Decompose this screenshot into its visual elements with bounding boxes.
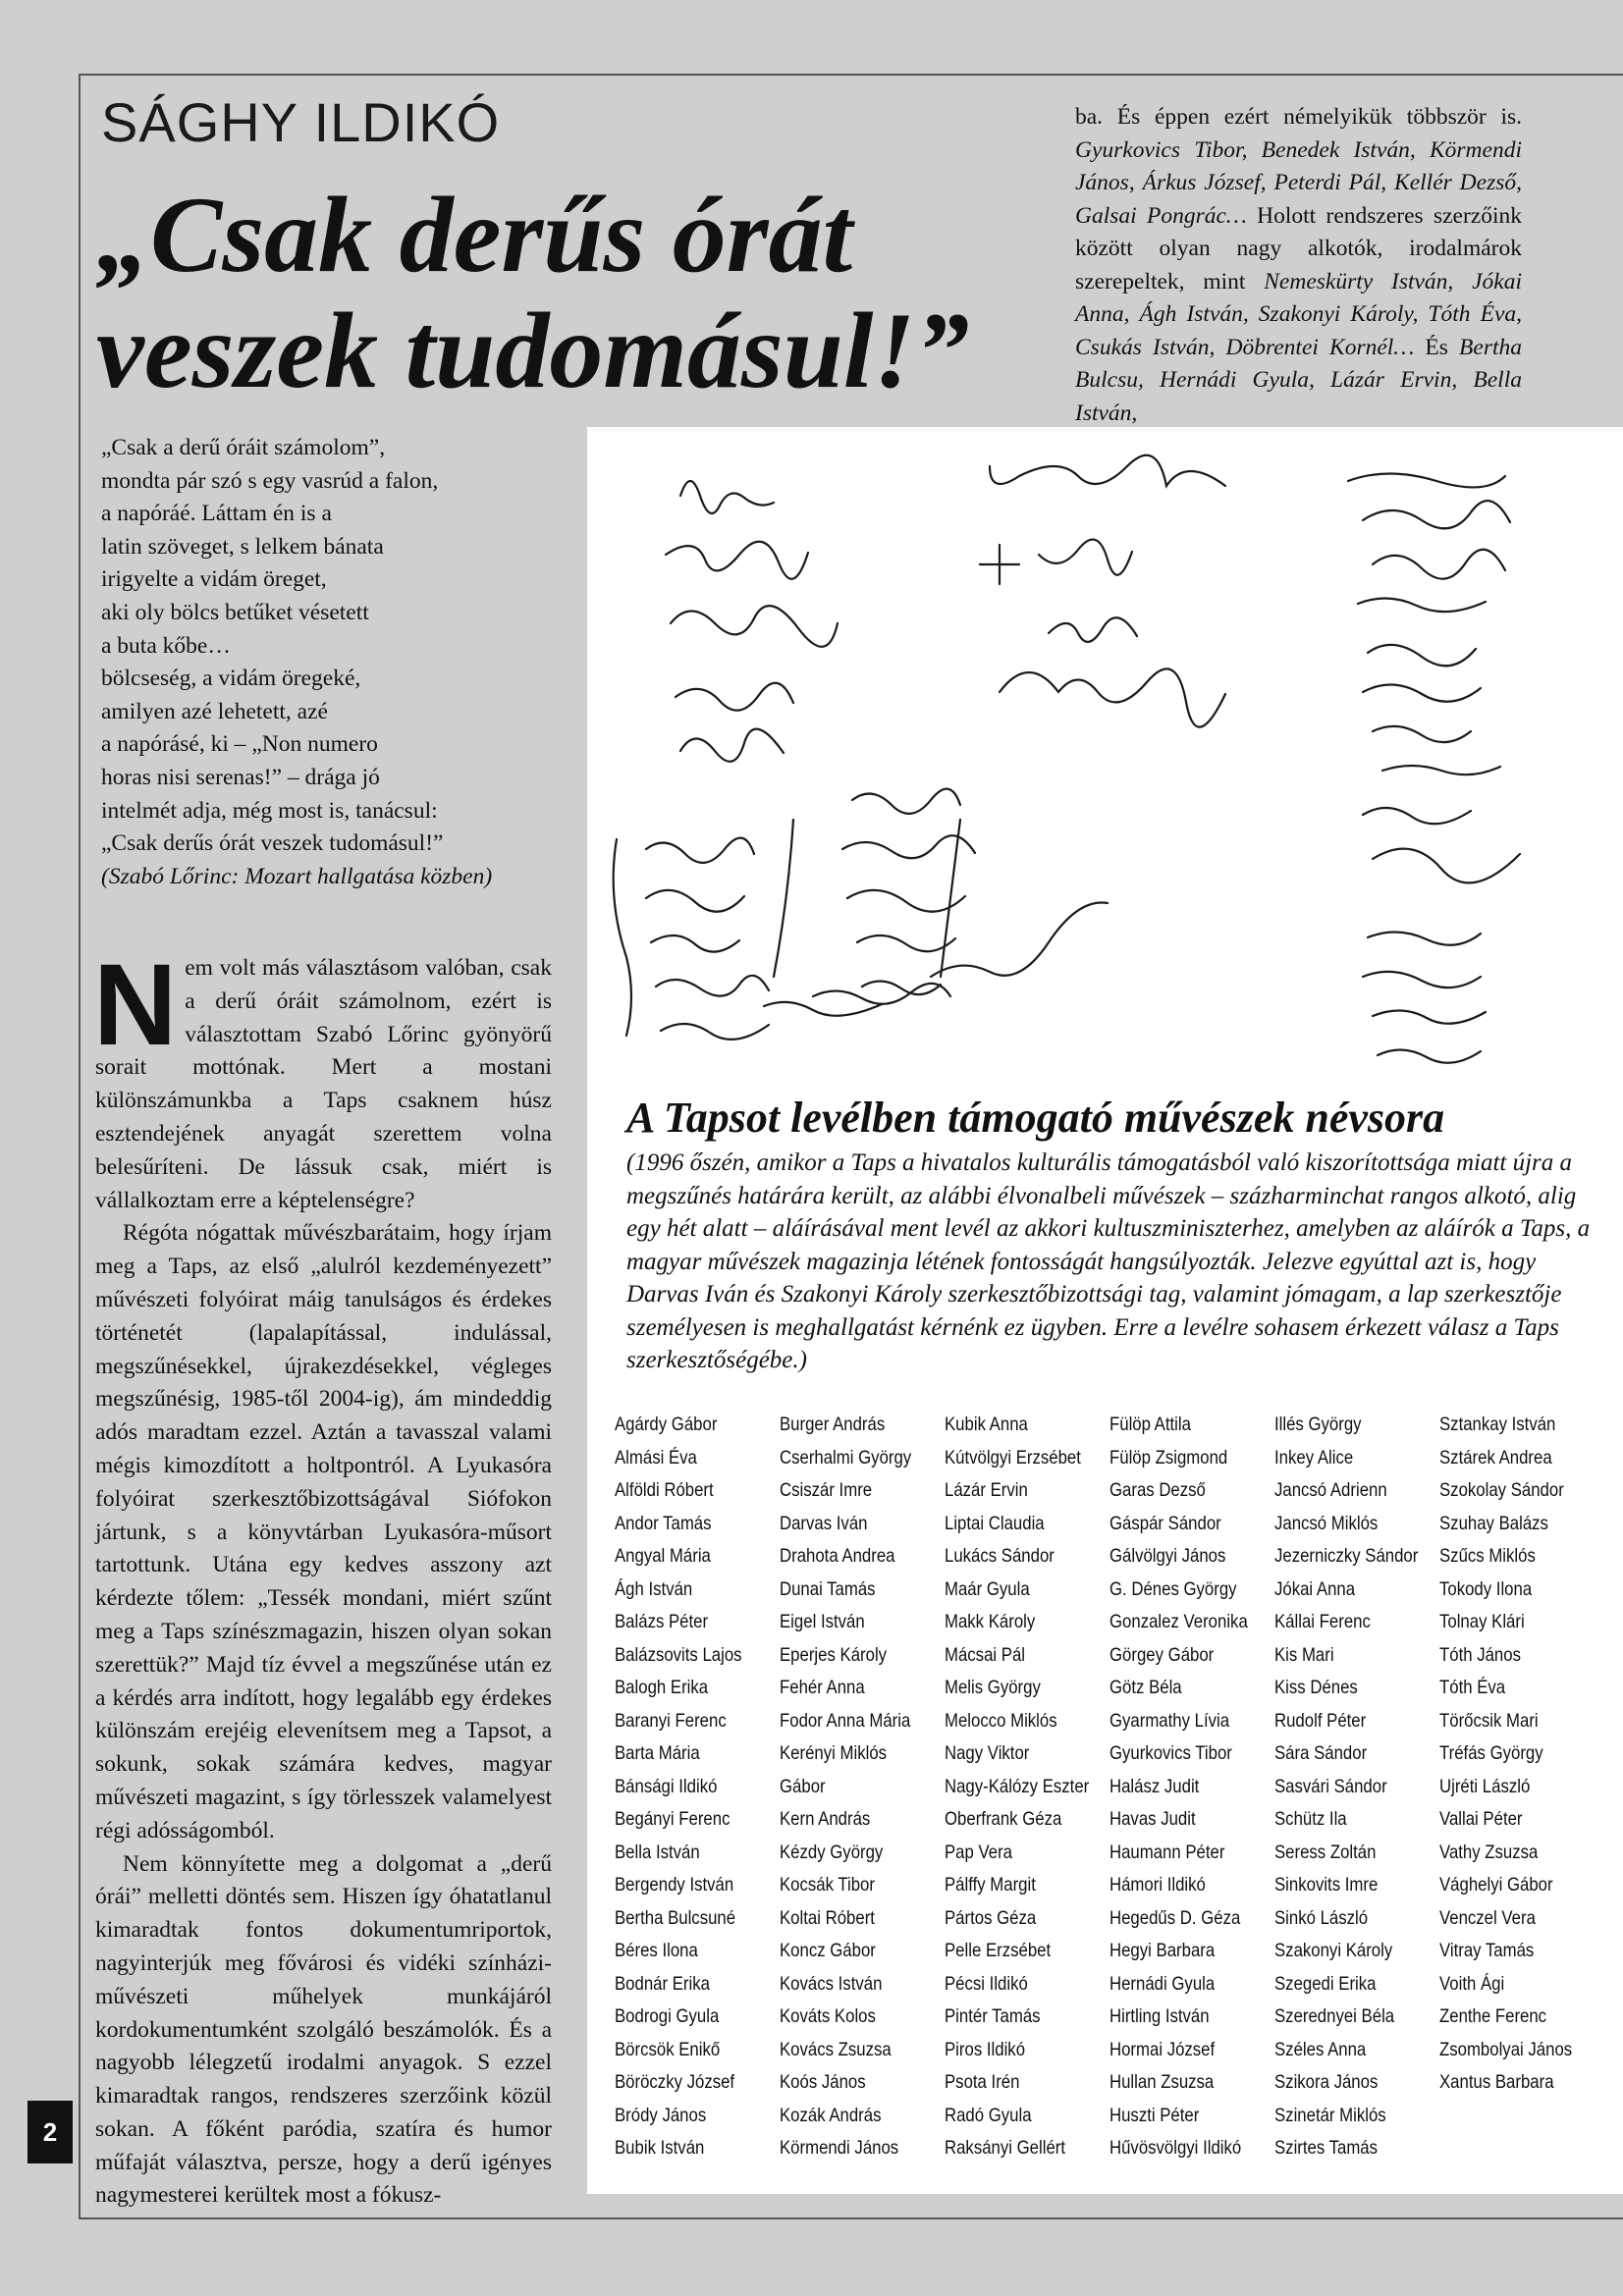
supporter-name: Ágh István xyxy=(615,1577,693,1600)
supporter-name: Tóth Éva xyxy=(1439,1677,1506,1698)
supporter-name: Alföldi Róbert xyxy=(615,1479,714,1501)
supporter-name: Makk Károly xyxy=(945,1611,1036,1632)
paragraph-2: Régóta nógattak művészbarátaim, hogy írjam meg a Taps, az első „alulról kezdeményezett” művészeti folyóirat máig tanulságos és érdekes történetét (lapalapítással, indulással, megszűnésekkel, újrakezdésekkel, végleges megszűnésig, 1985-től 2004-ig), ám mindeddig adós maradtam ezzel. Aztán a tavasszal valami mégis kimozdított a holtpontról. A Lyukasóra folyóirat szerkesztőbizottságával Siófokon jártunk, s a könyvtárban Lyukasóra-műsort tartottunk. Utána egy kedves asszony azt kérdezte tőlem: „Tessék mondani, miért szűnt meg a Taps színészmagazin, hiszen olyan sokan szerettük?” Majd tíz évvel a megszűnése után ez a kérdés arra indított, hogy legalább egy érdekes különszám erejéig elevenítsem meg a Tapsot, a sokunk, sokak számára kedves, magyar művészeti magazint, s így törlesszek valamelyest régi adósságomból. xyxy=(95,1220,552,1843)
supporters-list-title: A Tapsot levélben támogató művészek névsora xyxy=(626,1094,1445,1142)
supporter-name: Oberfrank Géza xyxy=(945,1808,1062,1830)
supporter-name: Angyal Mária xyxy=(615,1545,711,1567)
paragraph-3: Nem könnyítette meg a dolgomat a „derű órái” melletti döntés sem. Hiszen így óhatatlanul kimaradtak fontos dokumentumriportok, nagyinterjúk meg fővárosi és vidéki színházi-művészeti műhelyek munkájáról kordokumentumként szolgáló beszámolók. És a nagyobb lélegzetű irodalmi anyagok. S ezzel kimaradtak rangos, rendszeres szerzőink közül sokan. A főként paródia, szatíra és humor műfaját választva, persze, hogy a derű igényes nagymesterei kerültek most a fókusz- xyxy=(95,1850,552,2209)
supporter-name: Szuhay Balázs xyxy=(1439,1512,1548,1534)
supporter-name: Jancsó Adrienn xyxy=(1274,1479,1387,1501)
supporter-name: Kézdy György xyxy=(780,1841,884,1863)
supporter-name: Radó Gyula xyxy=(945,2104,1032,2126)
intro-text-3: És xyxy=(1414,334,1460,360)
supporter-name: Kis Mari xyxy=(1274,1643,1334,1666)
supporter-name: Balázsovits Lajos xyxy=(615,1643,742,1666)
supporter-name: Pálffy Margit xyxy=(945,1874,1036,1896)
supporter-name: Almási Éva xyxy=(615,1446,697,1468)
supporter-name: Sztárek Andrea xyxy=(1439,1446,1552,1468)
supporter-name: Ujréti László xyxy=(1439,1775,1531,1797)
supporter-name: Psota Irén xyxy=(945,2071,1020,2093)
supporter-name: Hormai József xyxy=(1109,2038,1216,2060)
supporter-name: Jancsó Miklós xyxy=(1274,1512,1379,1534)
poem-line: a napóráé. Láttam én is a xyxy=(101,501,332,527)
supporter-name: Kállai Ferenc xyxy=(1274,1611,1371,1632)
supporter-name: Huszti Péter xyxy=(1109,2104,1200,2126)
supporter-name: Pelle Erzsébet xyxy=(945,1940,1052,1961)
supporter-name: Béres Ilona xyxy=(615,1940,698,1961)
supporter-name: Garas Dezső xyxy=(1109,1479,1206,1501)
supporter-name: Bánsági Ildikó xyxy=(615,1775,718,1797)
poem-line: horas nisi serenas!” – drága jó xyxy=(101,764,380,790)
supporter-name: Kováts Kolos xyxy=(780,2005,876,2027)
supporter-name: Pap Vera xyxy=(945,1841,1013,1863)
supporter-name: Maár Gyula xyxy=(945,1577,1030,1600)
supporter-name: Pintér Tamás xyxy=(945,2005,1041,2027)
supporter-name: Vallai Péter xyxy=(1439,1808,1523,1830)
supporter-name: Lázár Ervin xyxy=(945,1479,1028,1501)
supporter-name: Haumann Péter xyxy=(1109,1841,1225,1863)
poem-line: irigyelte a vidám öreget, xyxy=(101,566,327,593)
supporter-name: Kútvölgyi Erzsébet xyxy=(945,1446,1081,1468)
supporter-name: Balázs Péter xyxy=(615,1611,709,1632)
supporter-name: Bella István xyxy=(615,1841,700,1863)
article-body xyxy=(93,940,552,2213)
supporter-name: Melocco Miklós xyxy=(945,1709,1057,1732)
supporter-name: Bergendy István xyxy=(615,1874,734,1896)
supporter-name: Barta Mária xyxy=(615,1742,700,1764)
supporter-name: Sinkó László xyxy=(1274,1906,1369,1929)
supporter-name: Bubik István xyxy=(615,2137,705,2159)
title-line-1: „Csak derűs órát xyxy=(96,175,853,294)
supporter-name: Tréfás György xyxy=(1439,1742,1543,1764)
supporter-name: Hámori Ildikó xyxy=(1109,1874,1206,1896)
supporter-name: Drahota Andrea xyxy=(780,1545,895,1567)
supporter-name: Halász Judit xyxy=(1109,1775,1200,1797)
supporters-name-list xyxy=(615,1409,1604,2165)
supporter-name: Gonzalez Veronika xyxy=(1109,1611,1248,1632)
poem-line: „Csak derűs órát veszek tudomásul!” xyxy=(101,830,444,857)
supporter-name: Begányi Ferenc xyxy=(615,1808,730,1830)
supporter-name: Széles Anna xyxy=(1274,2038,1367,2060)
supporter-name: Zsombolyai János xyxy=(1439,2038,1573,2060)
supporter-name: Gyurkovics Tibor xyxy=(1109,1742,1232,1764)
supporter-name: Lukács Sándor xyxy=(945,1545,1055,1567)
supporter-name: Havas Judit xyxy=(1109,1808,1196,1830)
intro-names-3: Bertha Bulcsu, Hernádi Gyula, Lázár Ervin, Bella István, xyxy=(1075,334,1522,426)
supporter-name: Szirtes Tamás xyxy=(1274,2137,1379,2159)
supporter-name: Kozák András xyxy=(780,2104,882,2126)
supporter-name: Szikora János xyxy=(1274,2071,1379,2093)
supporter-name: Hirtling István xyxy=(1109,2005,1210,2027)
supporter-name: Eigel István xyxy=(780,1611,865,1632)
supporter-name: Hullan Zsuzsa xyxy=(1109,2071,1215,2093)
supporter-name: Gálvölgyi János xyxy=(1109,1545,1226,1567)
supporter-name: Kern András xyxy=(780,1808,871,1830)
supporter-name: Kovács István xyxy=(780,1972,883,1995)
motto-poem xyxy=(101,432,563,893)
supporter-name: Böröczky József xyxy=(615,2071,735,2093)
supporter-name: Götz Béla xyxy=(1109,1677,1182,1698)
intro-text-2: Holott rendszeres szerzőink között olyan nagy alkotók, irodalmárok szerepeltek, mint xyxy=(1075,202,1523,294)
supporter-name: Sinkovits Imre xyxy=(1274,1874,1379,1896)
supporter-name: Piros Ildikó xyxy=(945,2038,1026,2060)
poem-line: aki oly bölcs betűket vésetett xyxy=(101,599,369,625)
supporter-name: Rudolf Péter xyxy=(1274,1709,1367,1732)
supporter-name: Xantus Barbara xyxy=(1439,2071,1554,2093)
supporter-name: Sasvári Sándor xyxy=(1274,1775,1387,1797)
supporter-name: Illés György xyxy=(1274,1414,1362,1435)
supporter-name: Inkey Alice xyxy=(1274,1446,1354,1468)
supporter-name: Agárdy Gábor xyxy=(615,1414,718,1435)
poem-line: amilyen azé lehetett, azé xyxy=(101,698,328,724)
supporter-name: Koós János xyxy=(780,2071,866,2093)
supporter-name: G. Dénes György xyxy=(1109,1577,1237,1600)
supporter-name: Koltai Róbert xyxy=(780,1906,875,1929)
supporter-name: Tokody Ilona xyxy=(1439,1577,1533,1600)
page-number: 2 xyxy=(27,2101,73,2163)
supporter-name: Fülöp Zsigmond xyxy=(1109,1446,1228,1468)
supporter-name: Szegedi Erika xyxy=(1274,1972,1377,1995)
supporter-name: Nagy-Kálózy Eszter xyxy=(945,1775,1090,1797)
supporter-name: Burger András xyxy=(780,1414,886,1435)
intro-names-2: Nemeskürty István, Jókai Anna, Ágh István, Szakonyi Károly, Tóth Éva, Csukás István, Döbrentei Kornél… xyxy=(1075,268,1522,360)
name-column xyxy=(1439,1409,1604,2165)
supporter-name: Liptai Claudia xyxy=(945,1512,1045,1534)
supporter-name: Sztankay István xyxy=(1439,1414,1556,1435)
intro-names-1: Gyurkovics Tibor, Benedek István, Körmendi János, Árkus József, Peterdi Pál, Kellér Dezső, Galsai Pongrác… xyxy=(1075,136,1522,229)
supporter-name: Gyarmathy Lívia xyxy=(1109,1709,1230,1732)
paragraph-1: em volt más választásom valóban, csak a derű óráit számolnom, ezért is választottam Szabó Lőrinc gyönyörű sorait mottónak. Mert a mostani különszámunkba a Taps csaknem húsz esztendejének anyagát szerettem volna belesűríteni. De lássuk csak, miért is vállalkoztam erre a képtelenségre? xyxy=(95,955,552,1213)
article-title xyxy=(96,177,1039,408)
supporter-name: Bodrogi Gyula xyxy=(615,2005,720,2027)
supporter-name: Fehér Anna xyxy=(780,1677,865,1698)
name-column xyxy=(780,1409,945,2165)
supporter-name: Szinetár Miklós xyxy=(1274,2104,1386,2126)
name-column xyxy=(615,1409,780,2165)
supporter-name: Szokolay Sándor xyxy=(1439,1479,1564,1501)
intro-column-text xyxy=(1075,101,1522,430)
supporter-name: Csiszár Imre xyxy=(780,1479,873,1501)
supporter-name: Kiss Dénes xyxy=(1274,1677,1358,1698)
supporter-name: Hegedűs D. Géza xyxy=(1109,1906,1241,1929)
poem-line: „Csak a derű óráit számolom”, xyxy=(101,435,386,460)
intro-text-1: ba. És éppen ezért némelyikük többször is. xyxy=(1075,104,1522,130)
supporter-name: Kocsák Tibor xyxy=(780,1874,875,1896)
poem-attribution: (Szabó Lőrinc: Mozart hallgatása közben) xyxy=(101,863,493,889)
supporter-name: Schütz Ila xyxy=(1274,1808,1347,1830)
supporter-name: Hegyi Barbara xyxy=(1109,1940,1216,1961)
supporter-name: Pártos Géza xyxy=(945,1906,1037,1929)
title-line-2: veszek tudomásul!” xyxy=(96,291,970,410)
supporter-name: Raksányi Gellért xyxy=(945,2137,1066,2159)
supporter-name: Bródy János xyxy=(615,2104,707,2126)
name-column xyxy=(1109,1409,1274,2165)
supporter-name: Pécsi Ildikó xyxy=(945,1972,1028,1995)
supporter-name: Balogh Erika xyxy=(615,1677,709,1698)
supporter-name: Börcsök Enikő xyxy=(615,2038,721,2060)
supporter-name: Szűcs Miklós xyxy=(1439,1545,1536,1567)
supporter-name: Törőcsik Mari xyxy=(1439,1709,1539,1732)
supporter-name: Mácsai Pál xyxy=(945,1643,1026,1666)
supporter-name: Dunai Tamás xyxy=(780,1577,876,1600)
supporter-name: Bodnár Erika xyxy=(615,1972,710,1995)
poem-line: a buta kőbe… xyxy=(101,632,231,659)
name-column xyxy=(945,1409,1109,2165)
supporter-name: Görgey Gábor xyxy=(1109,1643,1215,1666)
supporter-name: Gábor xyxy=(780,1775,826,1797)
supporter-name: Melis György xyxy=(945,1677,1041,1698)
supporter-name: Jezerniczky Sándor xyxy=(1274,1545,1419,1567)
supporter-name: Venczel Vera xyxy=(1439,1906,1536,1929)
poem-line: latin szöveget, s lelkem bánata xyxy=(101,533,384,560)
name-column xyxy=(1274,1409,1439,2165)
supporters-list-description: (1996 őszén, amikor a Taps a hivatalos kulturális támogatásból való kiszorítottsága miatt újra a megszűnés határára került, az alábbi élvonalbeli művészek – százharminchat rangos alkotó, alig egy hét alatt – aláírásával ment levél az akkori kultuszminiszterhez, amelyben az aláírók a Taps, a magyar művészek magazinja létének fontosságát hangsúlyozták. Jelezve egyúttal azt is, hogy Darvas Iván és Szakonyi Károly szerkesztőbizottsági tag, valamint jómagam, a lap szerkesztője személyesen is meghallgatást kérnénk ez ügyben. Erre a levélre sohasem érkezett válasz a Taps szerkesztőségébe.) xyxy=(626,1149,1591,1373)
supporter-name: Szakonyi Károly xyxy=(1274,1940,1393,1961)
supporter-name: Sára Sándor xyxy=(1274,1742,1368,1764)
supporter-name: Darvas Iván xyxy=(780,1512,868,1534)
supporter-name: Cserhalmi György xyxy=(780,1446,912,1468)
supporter-name: Vathy Zsuzsa xyxy=(1439,1841,1539,1863)
supporter-name: Voith Ági xyxy=(1439,1972,1505,1995)
supporter-name: Bertha Bulcsuné xyxy=(615,1906,736,1929)
supporter-name: Jókai Anna xyxy=(1274,1577,1356,1600)
supporter-name: Fülöp Attila xyxy=(1109,1414,1191,1435)
poem-line: a napórásé, ki – „Non numero xyxy=(101,731,378,758)
supporter-name: Tóth János xyxy=(1439,1643,1521,1666)
supporter-name: Hernádi Gyula xyxy=(1109,1972,1216,1995)
supporter-name: Tolnay Klári xyxy=(1439,1611,1525,1632)
supporter-name: Körmendi János xyxy=(780,2137,899,2159)
supporter-name: Koncz Gábor xyxy=(780,1940,876,1961)
poem-line: mondta pár szó s egy vasrúd a falon, xyxy=(101,467,439,494)
supporter-name: Fodor Anna Mária xyxy=(780,1709,911,1732)
supporter-name: Eperjes Károly xyxy=(780,1643,888,1666)
supporter-name: Andor Tamás xyxy=(615,1512,712,1534)
supporter-name: Kerényi Miklós xyxy=(780,1742,888,1764)
supporter-name: Hűvösvölgyi Ildikó xyxy=(1109,2137,1242,2159)
supporters-panel xyxy=(587,427,1623,2194)
supporter-name: Kovács Zsuzsa xyxy=(780,2038,892,2060)
signatures-image xyxy=(587,427,1623,1095)
supporter-name: Vághelyi Gábor xyxy=(1439,1874,1553,1896)
supporter-name: Vitray Tamás xyxy=(1439,1940,1535,1961)
supporter-name: Zenthe Ferenc xyxy=(1439,2005,1547,2027)
supporter-name: Szerednyei Béla xyxy=(1274,2005,1395,2027)
drop-cap: N xyxy=(93,940,178,1070)
poem-line: bölcseség, a vidám öregeké, xyxy=(101,666,361,692)
supporter-name: Nagy Viktor xyxy=(945,1742,1030,1764)
supporter-name: Seress Zoltán xyxy=(1274,1841,1377,1863)
author-name: SÁGHY ILDIKÓ xyxy=(101,91,501,153)
supporter-name: Gáspár Sándor xyxy=(1109,1512,1221,1534)
supporter-name: Baranyi Ferenc xyxy=(615,1709,727,1732)
supporter-name: Kubik Anna xyxy=(945,1414,1028,1435)
poem-line: intelmét adja, még most is, tanácsul: xyxy=(101,797,438,824)
